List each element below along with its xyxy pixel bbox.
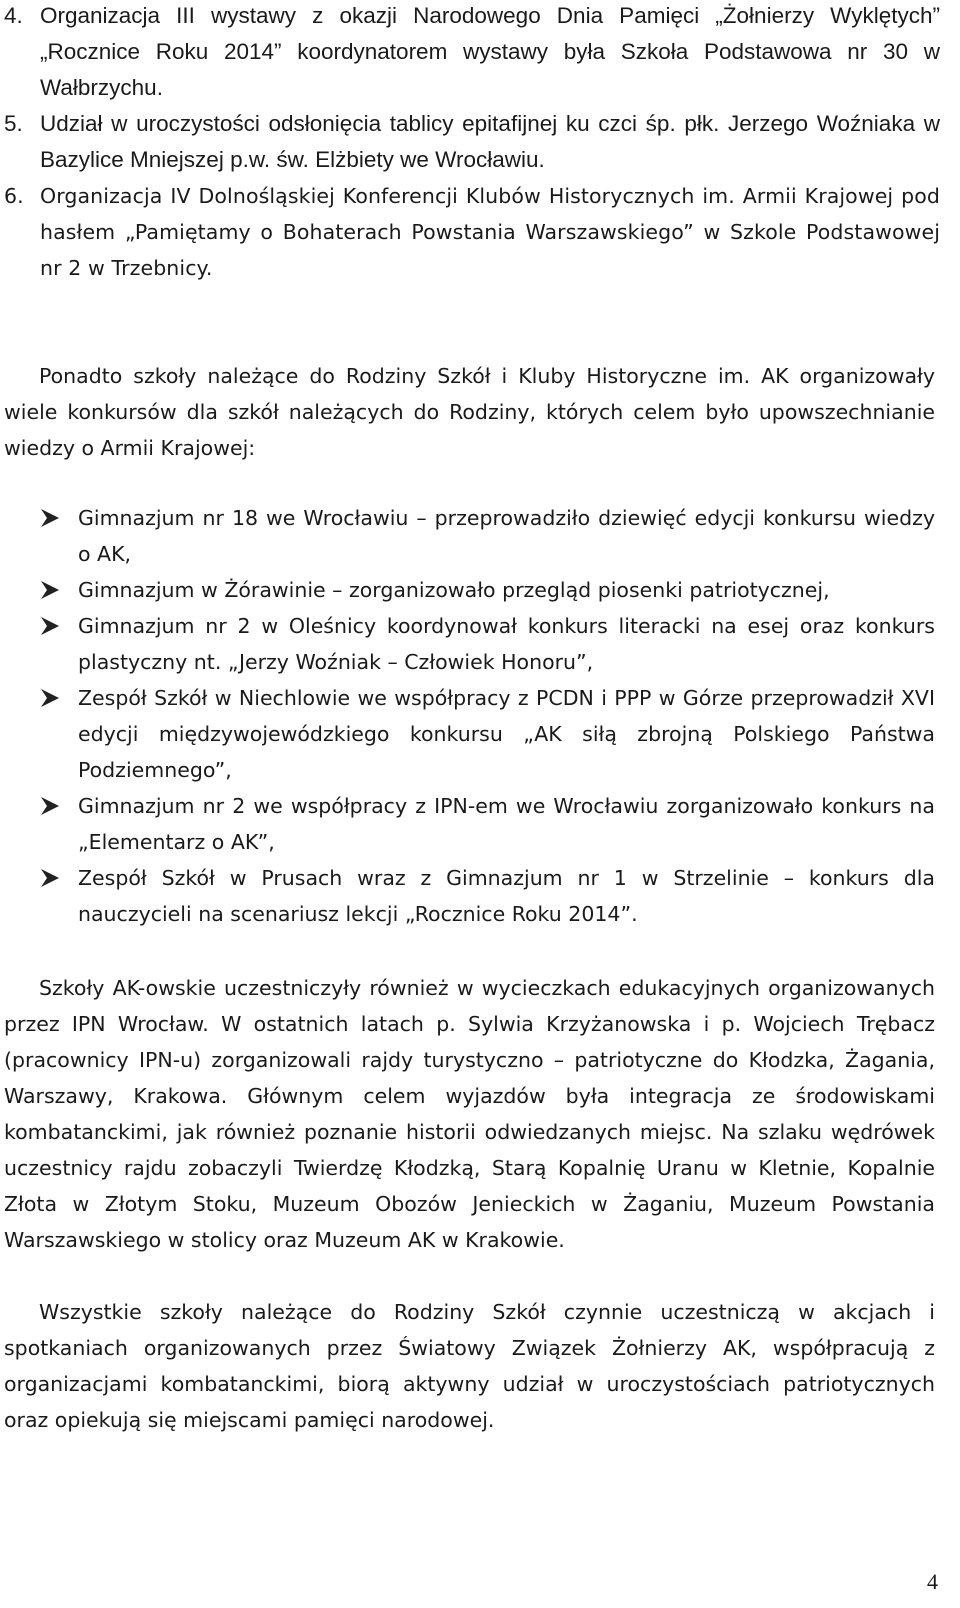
numbered-list xyxy=(0,0,960,286)
item-text: Udział w uroczystości odsłonięcia tablicy epitafijnej ku czci śp. płk. Jerzego Woźniaka w Bazylice Mniejszej p.w. św. Elżbiety we Wrocławiu. xyxy=(40,111,940,172)
arrowhead-bullet-icon xyxy=(40,508,60,528)
bullet-list xyxy=(0,500,960,932)
paragraph-trips: Szkoły AK-owskie uczestniczyły również w wycieczkach edukacyjnych organizowanych przez IPN Wrocław. W ostatnich latach p. Sylwia Krzyżanowska i p. Wojciech Trębacz (pracownicy IPN-u) zorganizowali rajdy turystyczno – patriotyczne do Kłodzka, Żagania, Warszawy, Krakowa. Głównym celem wyjazdów była integracja ze środowiskami kombatanckimi, jak również poznanie historii odwiedzanych miejsc. Na szlaku wędrówek uczestnicy rajdu zobaczyli Twierdzę Kłodzką, Starą Kopalnię Uranu w Kletnie, Kopalnie Złota w Złotym Stoku, Muzeum Obozów Jenieckich w Żaganiu, Muzeum Powstania Warszawskiego w stolicy oraz Muzeum AK w Krakowie. xyxy=(4,976,935,1252)
page-number: 4 xyxy=(927,1569,938,1594)
item-text: Organizacja IV Dolnośląskiej Konferencji Klubów Historycznych im. Armii Krajowej pod hasłem „Pamiętamy o Bohaterach Powstania Warszawskiego” w Szkole Podstawowej nr 2 w Trzebnicy. xyxy=(40,184,940,280)
item-number: 5. xyxy=(4,111,23,136)
arrowhead-bullet-icon xyxy=(40,868,60,888)
item-text: Organizacja III wystawy z okazji Narodowego Dnia Pamięci „Żołnierzy Wyklętych” „Rocznice Roku 2014” koordynatorem wystawy była Szkoła Podstawowa nr 30 w Wałbrzychu. xyxy=(40,3,940,100)
arrowhead-bullet-icon xyxy=(40,616,60,636)
arrowhead-bullet-icon xyxy=(40,580,60,600)
list-item-4 xyxy=(0,0,960,106)
bullet-text: Gimnazjum nr 18 we Wrocławiu – przeprowadziło dziewięć edycji konkursu wiedzy o AK, xyxy=(78,506,935,566)
list-item-5 xyxy=(0,106,960,178)
bullet-text: Zespół Szkół w Prusach wraz z Gimnazjum nr 1 w Strzelinie – konkurs dla nauczycieli na scenariusz lekcji „Rocznice Roku 2014”. xyxy=(78,866,935,926)
bullet-item xyxy=(0,680,960,788)
paragraph-final: Wszystkie szkoły należące do Rodziny Szkół czynnie uczestniczą w akcjach i spotkaniach organizowanych przez Światowy Związek Żołnierzy AK, współpracują z organizacjami kombatanckimi, biorą aktywny udział w uroczystościach patriotycznych oraz opiekują się miejscami pamięci narodowej. xyxy=(4,1300,935,1432)
bullet-item xyxy=(0,572,960,608)
bullet-text: Gimnazjum w Żórawinie – zorganizowało przegląd piosenki patriotycznej, xyxy=(78,578,830,602)
bullet-text: Gimnazjum nr 2 we współpracy z IPN-em we Wrocławiu zorganizowało konkurs na „Elementarz o AK”, xyxy=(78,794,935,854)
arrowhead-bullet-icon xyxy=(40,688,60,708)
bullet-item xyxy=(0,500,960,572)
item-number: 4. xyxy=(4,3,23,28)
bullet-item xyxy=(0,860,960,932)
list-item-6 xyxy=(0,178,960,286)
bullet-text: Gimnazjum nr 2 w Oleśnicy koordynował konkurs literacki na esej oraz konkurs plastyczny nt. „Jerzy Woźniak – Człowiek Honoru”, xyxy=(78,614,935,674)
intro-paragraph: Ponadto szkoły należące do Rodziny Szkół i Kluby Historyczne im. AK organizowały wiele konkursów dla szkół należących do Rodziny, których celem było upowszechnianie wiedzy o Armii Krajowej: xyxy=(4,364,935,460)
arrowhead-bullet-icon xyxy=(40,796,60,816)
bullet-item xyxy=(0,608,960,680)
bullet-item xyxy=(0,788,960,860)
item-number: 6. xyxy=(4,184,24,208)
bullet-text: Zespół Szkół w Niechlowie we współpracy z PCDN i PPP w Górze przeprowadził XVI edycji międzywojewódzkiego konkursu „AK siłą zbrojną Polskiego Państwa Podziemnego”, xyxy=(78,686,935,782)
